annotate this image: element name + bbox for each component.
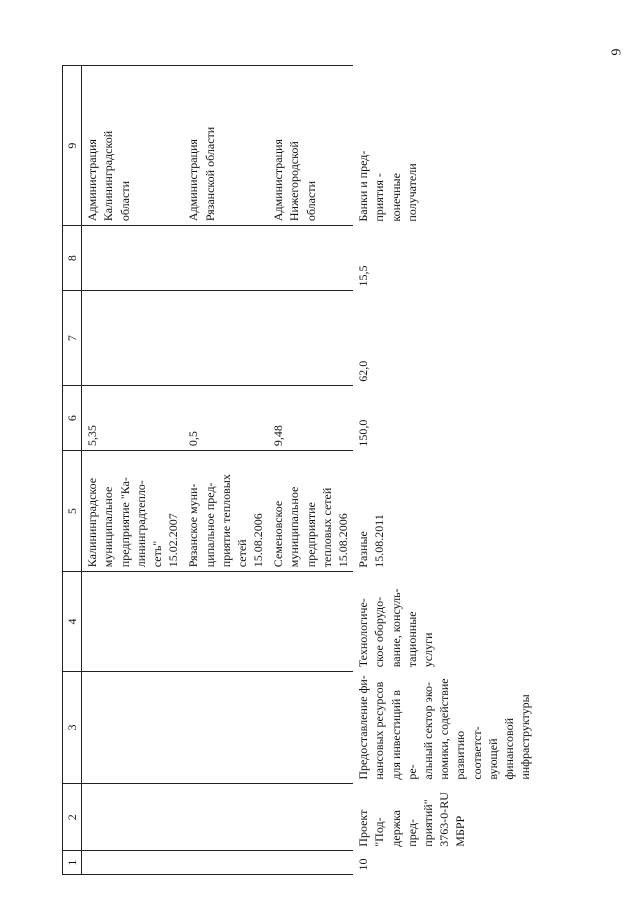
cell-number: 10 [356,858,371,871]
header-cell-3: 3 [63,671,82,783]
header-cell-8: 8 [63,226,82,291]
cell-purpose [268,671,353,783]
cell-col7 [82,291,184,386]
cell-col8 [82,226,184,291]
cell-number [183,851,268,875]
cell-number [82,851,184,875]
cell-goods [82,572,184,672]
cell-col8 [268,226,353,291]
header-row [63,66,82,875]
cell-project [268,784,353,851]
cell-project [82,784,184,851]
header-cell-9: 9 [63,66,82,226]
header-cell-6: 6 [63,386,82,451]
cell-guarantor: Банки и пред- приятия - конечные получатели [356,150,419,222]
main-table [62,65,535,875]
cell-amount: 0,5 [183,386,268,451]
cell-goods [268,572,353,672]
cell-col8: 15,5 [356,265,371,287]
cell-col7 [183,291,268,386]
cell-goods [183,572,268,672]
cell-goods: Технологиче- ское оборудо- вание, консуль- тационные услуги [356,588,435,668]
cell-guarantor: Администрация Рязанской области [183,66,268,226]
table-row [353,66,535,875]
header-cell-4: 4 [63,572,82,672]
cell-col7 [268,291,353,386]
table-row [268,66,353,875]
cell-borrower: Калининградское муниципальное предприятие "Ка- лининградтепло- сеть" 15.02.2007 [82,451,184,572]
cell-amount: 5,35 [82,386,184,451]
table-row [82,66,184,875]
cell-guarantor: Администрация Нижегородской области [268,66,353,226]
cell-guarantor: Администрация Калининградской области [82,66,184,226]
cell-amount: 9,48 [268,386,353,451]
cell-project: Проект "Под- держка пред- приятий" 3763-0-RU МБРР [356,792,468,847]
cell-project [183,784,268,851]
cell-borrower: Разные 15.08.2011 [356,514,387,568]
cell-purpose [183,671,268,783]
header-cell-2: 2 [63,784,82,851]
cell-number [268,851,353,875]
cell-borrower: Семеновское муниципальное предприятие тепловых сетей 15.08.2006 [268,451,353,572]
cell-purpose: Предоставление фи- нансовых ресурсов для инвестиций в ре- альный сектор эко- номики, содействие развитию соответст- вующей финансовой инфраструктуры [356,675,533,780]
cell-borrower: Рязанское муни- ципальное пред- приятие тепловых сетей 15.08.2006 [183,451,268,572]
rotated-page [62,65,622,875]
header-cell-7: 7 [63,291,82,386]
cell-col8 [183,226,268,291]
page-number: 6 [607,48,623,56]
table-row [183,66,268,875]
header-cell-5: 5 [63,451,82,572]
cell-amount: 150,0 [356,419,371,447]
header-cell-1: 1 [63,851,82,875]
cell-purpose [82,671,184,783]
cell-col7: 62,0 [356,360,371,382]
